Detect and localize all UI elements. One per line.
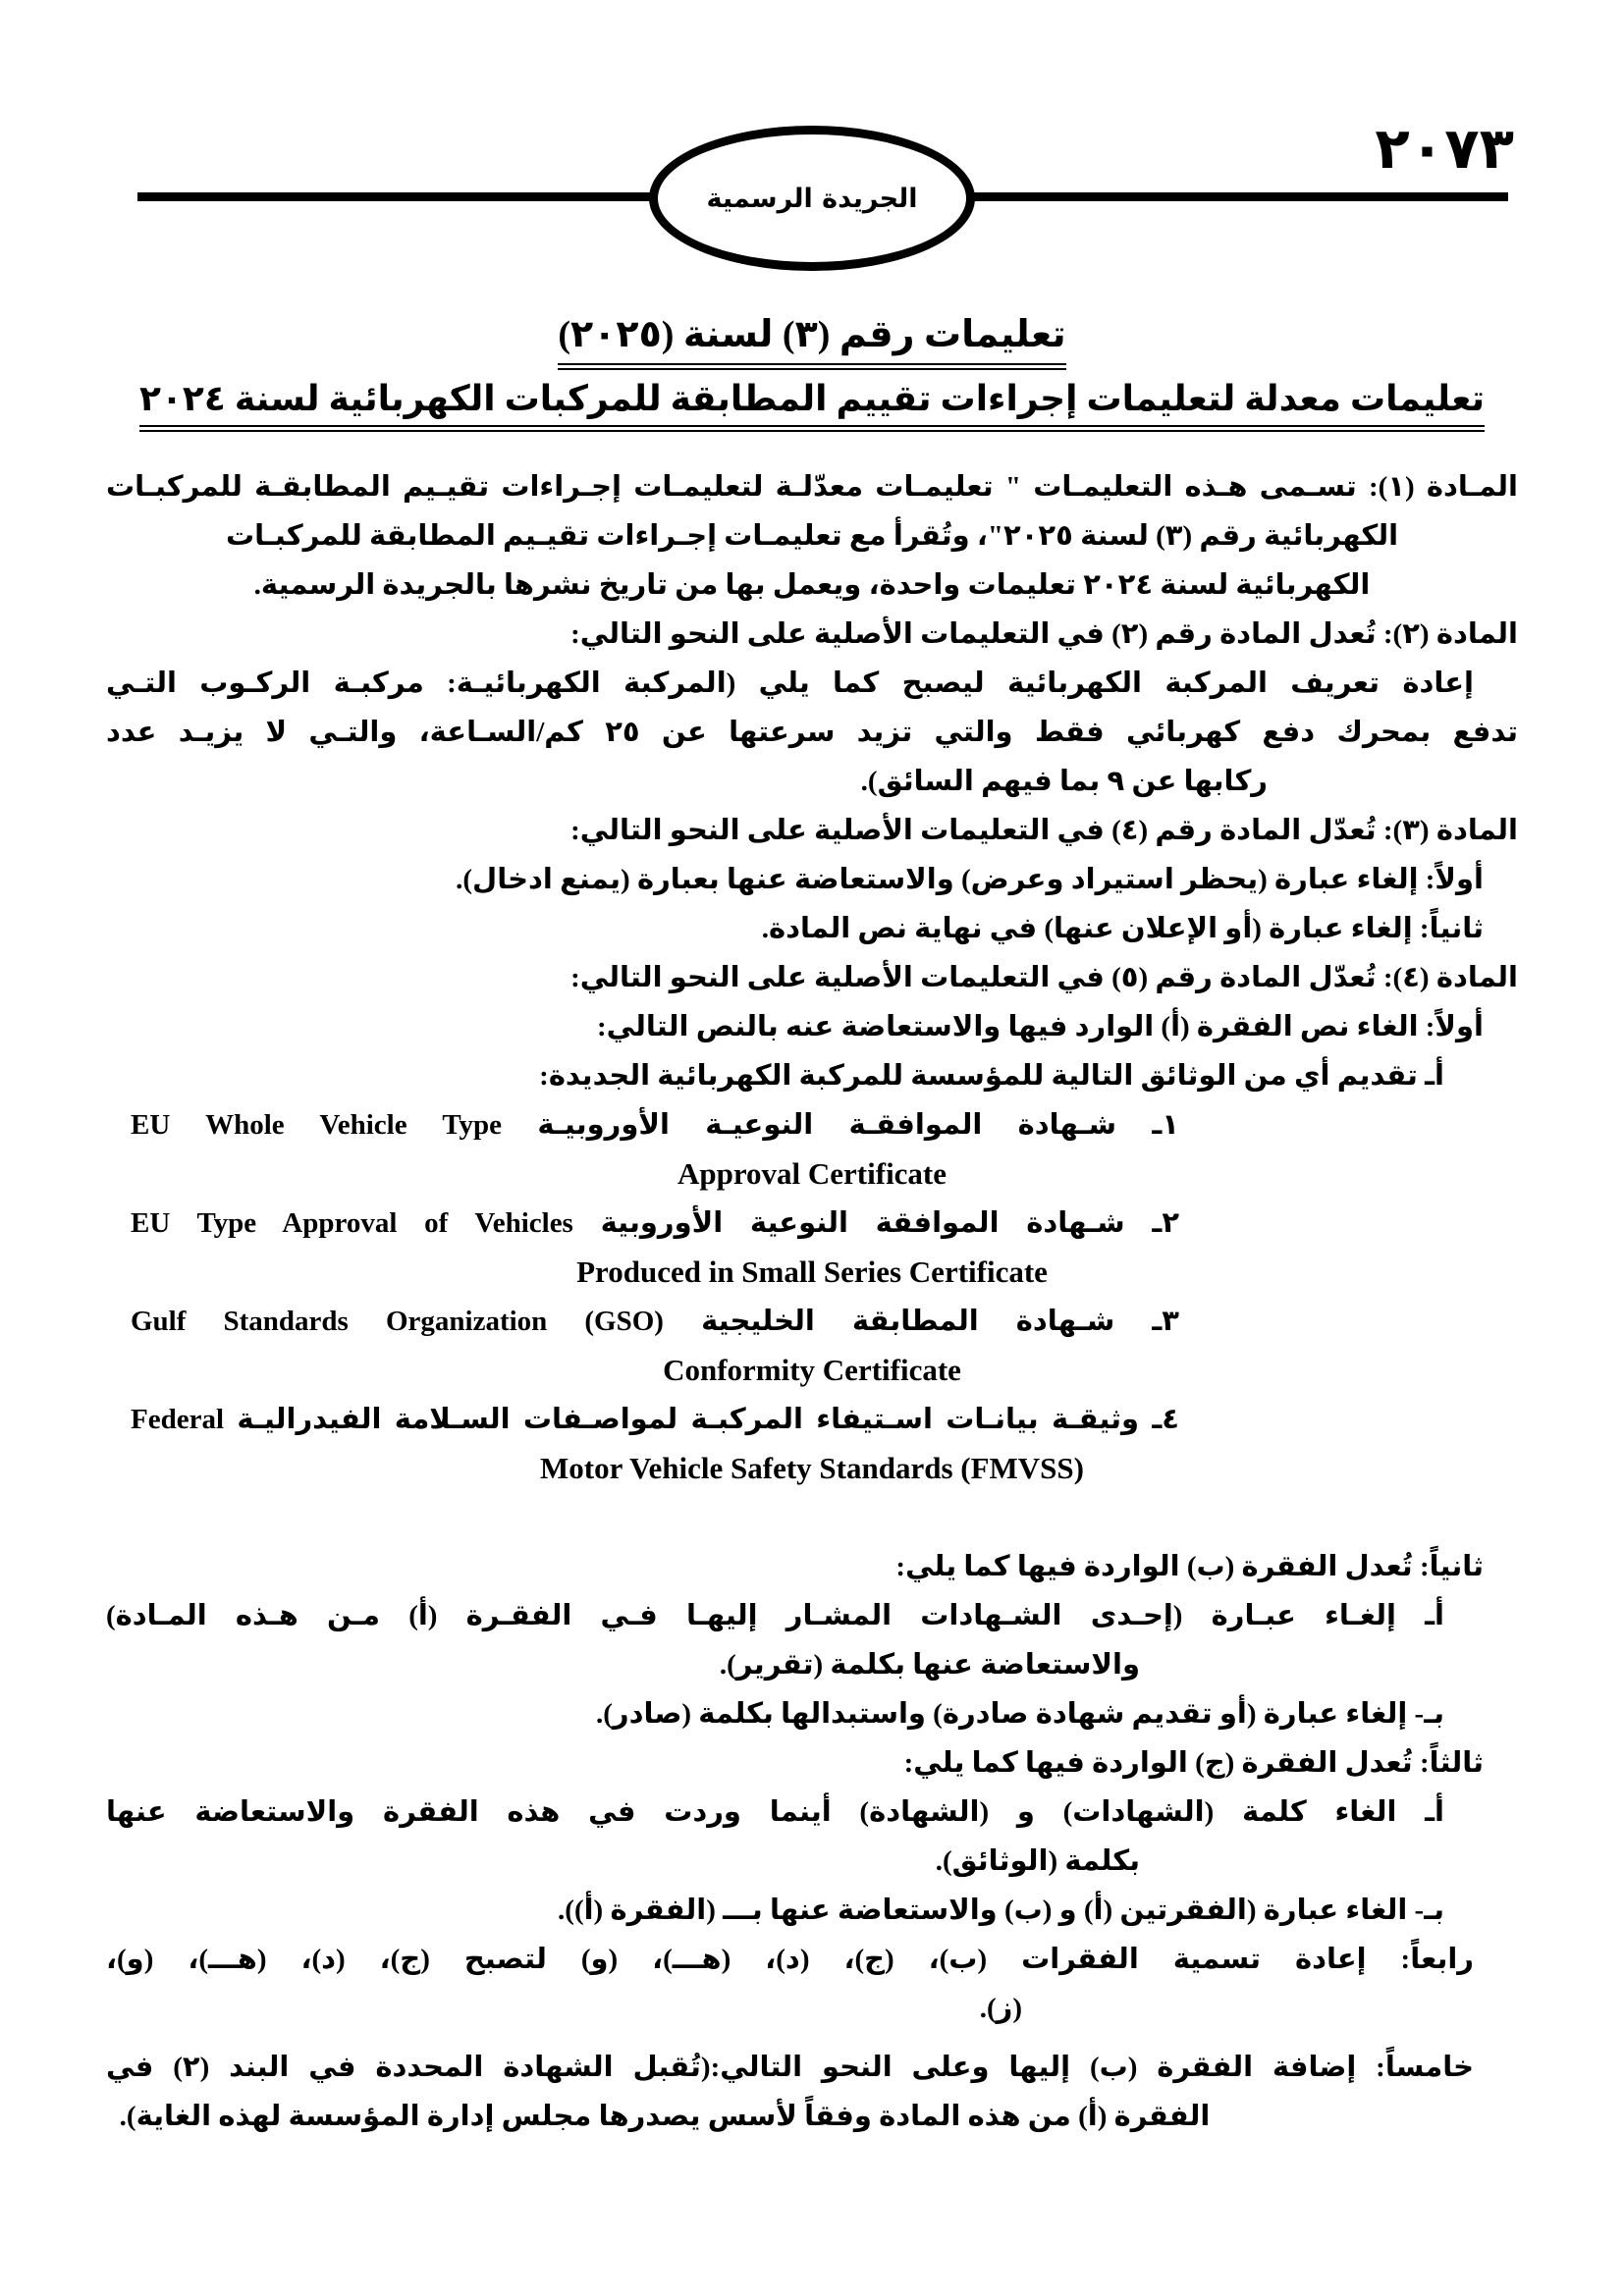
body-line: ثانياً: تُعدل الفقرة (ب) الواردة فيها كما يلي: [895, 1551, 1484, 1582]
body-line: أـ إلغـاء عبـارة (إحـدى الشـهادات المشـار إليهـا فـي الفقـرة (أ) مـن هـذه المـادة) [106, 1600, 1444, 1631]
instructions-number-title: تعليمات رقم (٣) لسنة (٢٠٢٥) [558, 314, 1065, 370]
body-line: ١ـ شـهادة الموافقـة النوعيـة الأوروبيـة EU Whole Vehicle Type [131, 1109, 1179, 1141]
gazette-header [0, 0, 1624, 294]
body-line: الكهربائية لسنة ٢٠٢٤ تعليمات واحدة، ويعمل بها من تاريخ نشرها بالجريدة الرسمية. [253, 569, 1371, 601]
body-line: Motor Vehicle Safety Standards (FMVSS) [540, 1451, 1084, 1485]
spacer [106, 1493, 1518, 1542]
body-line: تدفع بمحرك دفع كهربائي فقط والتي تزيد سرعتها عن ٢٥ كم/السـاعة، والتـي لا يزيـد عدد [106, 717, 1518, 748]
body-line: ثانياً: إلغاء عبارة (أو الإعلان عنها) في نهاية نص المادة. [761, 913, 1484, 944]
body-line: أـ تقديم أي من الوثائق التالية للمؤسسة للمركبة الكهربائية الجديدة: [539, 1060, 1444, 1092]
body-line: بـ- إلغاء عبارة (أو تقديم شهادة صادرة) واستبدالها بكلمة (صادر). [595, 1698, 1444, 1730]
body-line: المادة (٣): تُعدّل المادة رقم (٤) في التعليمات الأصلية على النحو التالي: [570, 815, 1518, 846]
instructions-number-title-row [0, 312, 1624, 356]
body-line: أـ الغاء كلمة (الشهادات) و (الشهادة) أينما وردت في هذه الفقرة والاستعاضة عنها [106, 1796, 1444, 1828]
body-line: المادة (٤): تُعدّل المادة رقم (٥) في التعليمات الأصلية على النحو التالي: [570, 962, 1518, 993]
body-line: والاستعاضة عنها بكلمة (تقرير). [719, 1649, 1140, 1681]
document-body [106, 462, 1518, 2141]
gazette-oval-emblem [649, 126, 975, 271]
instructions-subject-title: تعليمات معدلة لتعليمات إجراءات تقييم المطابقة للمركبات الكهربائية لسنة ٢٠٢٤ [139, 379, 1485, 432]
body-line: (ز). [979, 1993, 1022, 2024]
body-line: رابعاً: إعادة تسمية الفقرات (ب)، (ج)، (د)، (هـــ)، (و) لتصبح (ج)، (د)، (هـــ)، (و)، [106, 1944, 1474, 1975]
body-line: ثالثاً: تُعدل الفقرة (ج) الواردة فيها كما يلي: [903, 1747, 1484, 1779]
body-line: أولاً: الغاء نص الفقرة (أ) الوارد فيها والاستعاضة عنه بالنص التالي: [597, 1011, 1484, 1042]
body-line: ٤ـ وثيقـة بيانـات اسـتيفاء المركبـة لمواصـفات السـلامة الفيدراليـة Federal [131, 1404, 1179, 1435]
gazette-title: الجريدة الرسمية [706, 183, 918, 214]
body-line: Produced in Small Series Certificate [576, 1255, 1048, 1289]
body-line: ركابها عن ٩ بما فيهم السائق). [860, 766, 1268, 797]
body-line: بكلمة (الوثائق). [935, 1845, 1140, 1877]
body-line: الكهربائية رقم (٣) لسنة ٢٠٢٥"، وتُقرأ مع تعليمـات إجـراءات تقيـيم المطابقة للمركبـات [225, 520, 1399, 552]
instructions-subject-title-row [0, 378, 1624, 419]
page-number: ٢٠٧٣ [1375, 115, 1514, 182]
body-line: أولاً: إلغاء عبارة (يحظر استيراد وعرض) والاستعاضة عنها بعبارة (يمنع ادخال). [456, 864, 1484, 895]
body-line: المادة (٢): تُعدل المادة رقم (٢) في التعليمات الأصلية على النحو التالي: [570, 618, 1518, 650]
body-line: ٢ـ شـهادة الموافقة النوعية الأوروبية EU Type Approval of Vehicles [131, 1207, 1180, 1239]
body-line: إعادة تعريف المركبة الكهربائية ليصبح كما يلي (المركبة الكهربائيـة: مركبـة الركـوب التـي [106, 667, 1474, 699]
body-line: بـ- الغاء عبارة (الفقرتين (أ) و (ب) والاستعاضة عنها بـــ (الفقرة (أ)). [558, 1895, 1444, 1926]
body-line: Conformity Certificate [663, 1353, 961, 1387]
body-line: الفقرة (أ) من هذه المادة وفقاً لأسس يصدرها مجلس إدارة المؤسسة لهذه الغاية). [119, 2101, 1211, 2132]
body-line: ٣ـ شـهادة المطابقة الخليجية Gulf Standards Organization (GSO) [131, 1306, 1179, 1337]
body-line: المـادة (١): تسـمى هـذه التعليمـات " تعليمـات معدّلـة لتعليمـات إجـراءات تقيـيم المطابقـة للمركبـات [106, 471, 1518, 503]
body-line: Approval Certificate [677, 1156, 947, 1191]
body-line: خامساً: إضافة الفقرة (ب) إليها وعلى النحو التالي:(تُقبل الشهادة المحددة في البند (٢) في [106, 2052, 1474, 2083]
